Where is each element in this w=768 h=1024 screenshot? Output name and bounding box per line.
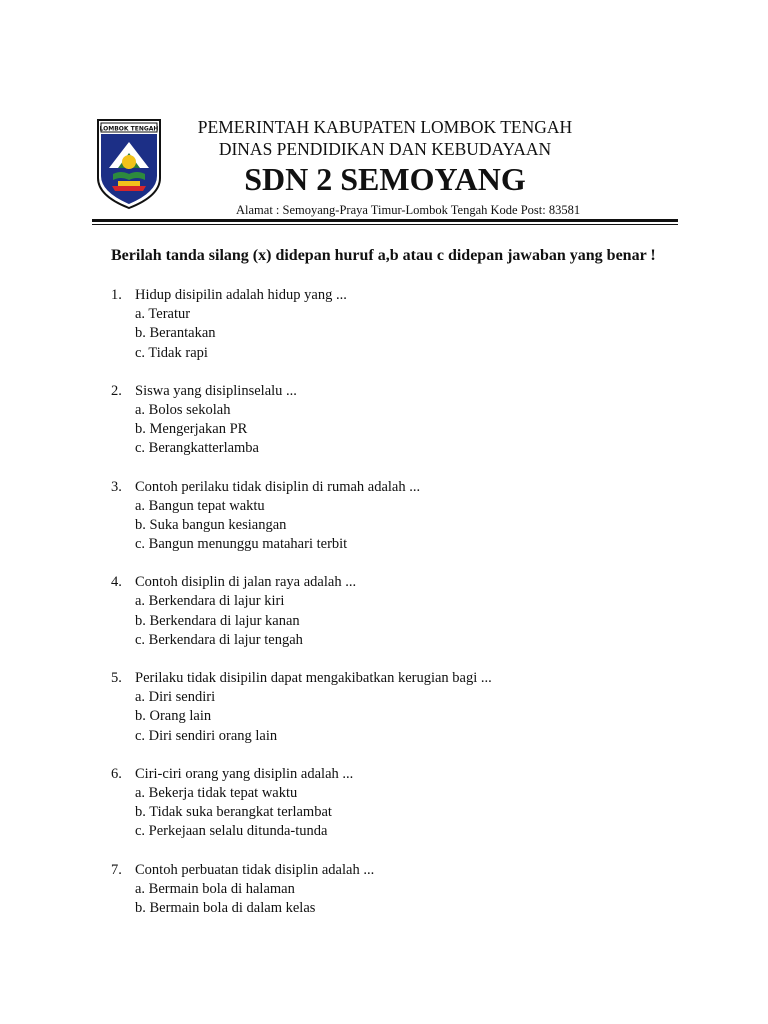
option-b: b. Bermain bola di dalam kelas: [135, 899, 316, 916]
school-name: SDN 2 SEMOYANG: [244, 161, 526, 197]
question-number: 2.: [111, 382, 122, 399]
question-1: [0, 286, 768, 363]
option-b: b. Tidak suka berangkat terlambat: [135, 804, 332, 821]
question-number: 5.: [111, 670, 122, 686]
letterhead-divider-thick: [92, 219, 678, 222]
question-text: Ciri-ciri orang yang disiplin adalah ...: [135, 765, 354, 782]
question-list: [0, 286, 768, 937]
option-a: a. Bolos sekolah: [135, 401, 231, 418]
government-heading: PEMERINTAH KABUPATEN LOMBOK TENGAH: [197, 117, 573, 137]
option-a: a. Teratur: [135, 306, 191, 323]
option-list: [0, 784, 768, 842]
question-text: Contoh perbuatan tidak disiplin adalah ...: [135, 861, 375, 878]
option-a: a. Bermain bola di halaman: [135, 880, 295, 897]
question-text: Perilaku tidak disipilin dapat mengakibatkan kerugian bagi ...: [135, 670, 492, 686]
question-7: [0, 861, 768, 919]
question-number: 7.: [111, 861, 122, 878]
option-a: a. Bangun tepat waktu: [135, 497, 265, 514]
svg-text:LOMBOK TENGAH: LOMBOK TENGAH: [99, 125, 159, 133]
option-b: b. Orang lain: [135, 708, 212, 725]
question-3: [0, 478, 768, 555]
option-c: c. Diri sendiri orang lain: [135, 727, 278, 744]
option-list: [0, 401, 768, 459]
question-2: [0, 382, 768, 459]
question-number: 3.: [111, 478, 122, 495]
option-a: a. Diri sendiri: [135, 689, 216, 706]
option-c: c. Berkendara di lajur tengah: [135, 631, 303, 648]
question-number: 4.: [111, 574, 122, 591]
question-number: 1.: [111, 287, 122, 303]
instruction-text: Berilah tanda silang (x) didepan huruf a,b atau c didepan jawaban yang benar !: [111, 247, 656, 264]
regency-logo: [96, 118, 162, 210]
question-text: Hidup disipilin adalah hidup yang ...: [135, 287, 347, 303]
question-6: [0, 765, 768, 842]
option-list: [0, 880, 768, 918]
option-b: b. Suka bangun kesiangan: [135, 516, 287, 533]
option-list: [0, 688, 768, 746]
department-heading: DINAS PENDIDIKAN DAN KEBUDAYAAN: [218, 139, 552, 159]
option-a: a. Berkendara di lajur kiri: [135, 593, 285, 610]
school-address: Alamat : Semoyang-Praya Timur-Lombok Tengah Kode Post: 83581: [236, 203, 581, 217]
option-list: [0, 497, 768, 555]
question-text: Contoh perilaku tidak disiplin di rumah adalah ...: [135, 478, 421, 495]
option-list: [0, 305, 768, 363]
question-4: [0, 573, 768, 650]
option-list: [0, 592, 768, 650]
option-b: b. Berkendara di lajur kanan: [135, 612, 300, 629]
option-a: a. Bekerja tidak tepat waktu: [135, 784, 298, 801]
option-b: b. Berantakan: [135, 325, 216, 342]
question-number: 6.: [111, 765, 122, 782]
option-b: b. Mengerjakan PR: [135, 421, 248, 438]
option-c: c. Tidak rapi: [135, 344, 208, 361]
question-5: [0, 669, 768, 746]
option-c: c. Berangkatterlamba: [135, 440, 259, 457]
option-c: c. Bangun menunggu matahari terbit: [135, 536, 348, 553]
question-text: Contoh disiplin di jalan raya adalah ...: [135, 574, 357, 591]
option-c: c. Perkejaan selalu ditunda-tunda: [135, 823, 328, 840]
question-text: Siswa yang disiplinselalu ...: [135, 382, 297, 399]
letterhead-divider-thin: [92, 224, 678, 225]
